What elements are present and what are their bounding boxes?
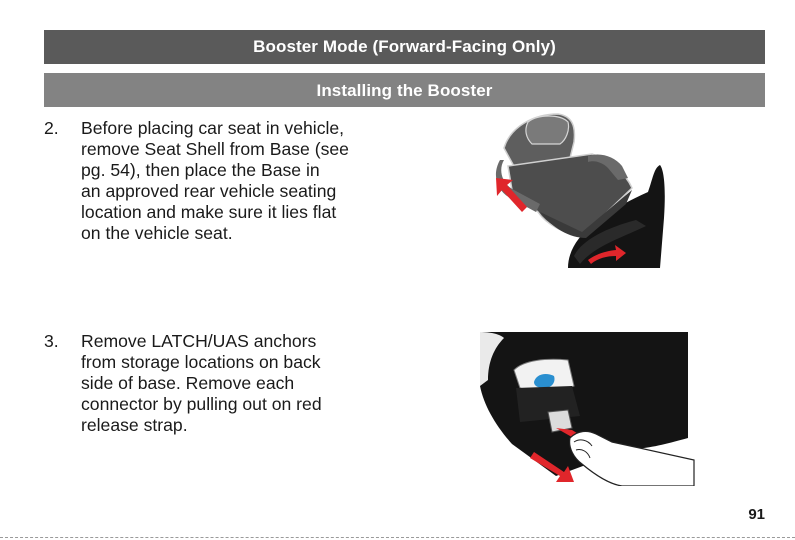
page-number: 91 <box>748 506 765 523</box>
seat-shell-headrest <box>526 116 569 144</box>
step-2 <box>44 118 404 243</box>
step-number: 2. <box>44 118 59 138</box>
step-number: 3. <box>44 331 59 351</box>
seat-shell-removal-illustration <box>476 108 666 273</box>
base-recess <box>516 386 580 422</box>
step-text: Before placing car seat in vehicle, remove Seat Shell from Base (see pg. 54), then place the Base in an approved rear vehicle seating location and make sure it lies flat on the vehicle seat. <box>81 118 349 243</box>
subsection-title-banner <box>44 73 765 107</box>
step-text: Remove LATCH/UAS anchors from storage locations on back side of base. Remove each connector by pulling out on red release strap. <box>81 331 322 435</box>
section-title: Booster Mode (Forward-Facing Only) <box>253 37 556 56</box>
footer-divider <box>0 537 795 538</box>
section-title-banner <box>44 30 765 64</box>
subsection-title: Installing the Booster <box>316 81 493 100</box>
step-3 <box>44 331 404 435</box>
latch-connector-removal-illustration <box>476 326 696 486</box>
